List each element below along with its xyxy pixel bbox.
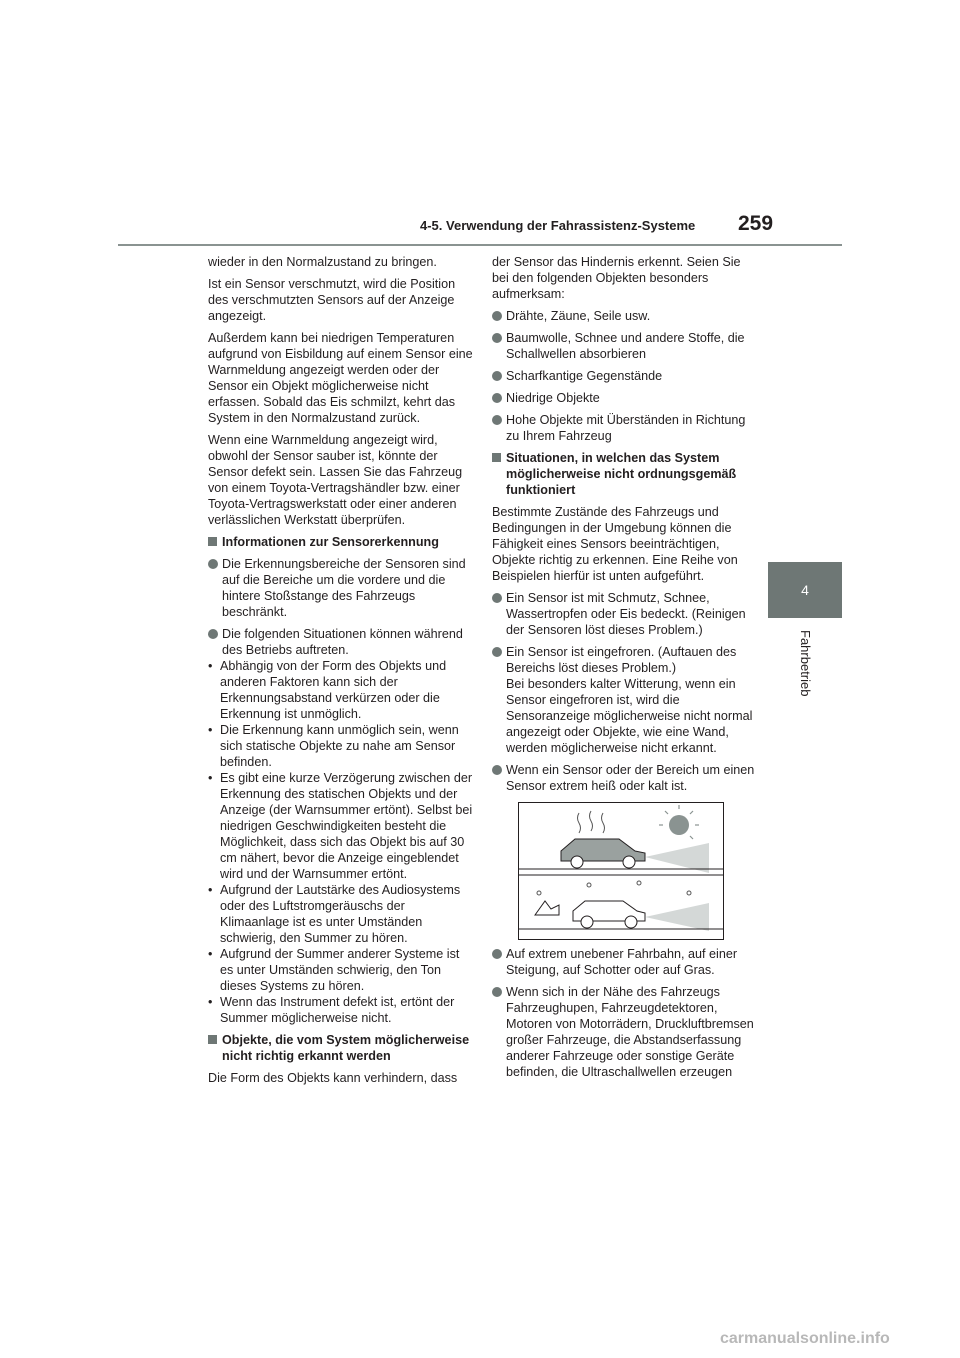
list-item-text: Scharfkantige Gegenstände <box>506 369 663 383</box>
sub-bullet-marker: • <box>208 947 213 961</box>
sub-list-text: Aufgrund der Lautstärke des Audiosystems oder des Luftstromgeräuschs der Klimaanlage ist es unter Umständen schwierig, den Summer zu hören. <box>220 883 461 945</box>
list-item-text: Baumwolle, Schnee und andere Stoffe, die Schallwellen absorbieren <box>506 331 745 361</box>
list-item-text-part: Ein Sensor ist eingefroren. (Auftauen des Bereichs löst dieses Problem.) <box>506 645 737 675</box>
paragraph: Wenn eine Warnmeldung angezeigt wird, obwohl der Sensor sauber ist, könnte der Sensor defekt sein. Lassen Sie das Fahrzeug von einem Toyota-Vertragshändler bzw. einer Toyota-Vertragswerkstatt oder einer anderen verlässlichen Werkstatt überprüfen. <box>208 433 463 527</box>
dot-bullet-icon <box>492 371 502 381</box>
list-item <box>492 946 756 978</box>
list-item <box>492 412 756 444</box>
dot-bullet-icon <box>492 333 502 343</box>
paragraph: wieder in den Normalzustand zu bringen. <box>208 255 437 269</box>
list-item-text: Die folgenden Situationen können während des Betriebs auftreten. <box>222 627 463 657</box>
sub-bullet-marker: • <box>208 995 213 1009</box>
illustration-extreme-temperature <box>518 802 724 940</box>
chapter-title: Fahrbetrieb <box>798 630 813 697</box>
list-item <box>208 626 476 658</box>
paragraph: Außerdem kann bei niedrigen Temperaturen aufgrund von Eisbildung auf einem Sensor eine Warnmeldung angezeigt werden oder der Sensor ein Objekt möglicherweise nicht erfassen. Sobald das Eis schmilzt, kehrt das System in den Normalzustand zurück. <box>208 331 473 425</box>
heading-text: Objekte, die vom System möglicherweise nicht richtig erkannt werden <box>222 1033 470 1063</box>
list-item-text <box>506 644 756 756</box>
list-item-text: Drähte, Zäune, Seile usw. <box>506 309 651 323</box>
sub-list-item <box>208 994 476 1026</box>
section-title: 4-5. Verwendung der Fahrassistenz-Systeme <box>420 218 696 233</box>
wheel <box>623 856 635 868</box>
sub-list-item <box>208 658 476 722</box>
square-bullet-icon <box>208 537 217 546</box>
square-bullet-icon <box>208 1035 217 1044</box>
sensor-wave-bottom <box>645 903 709 931</box>
sun-icon <box>669 815 689 835</box>
sub-list-item <box>208 770 476 882</box>
paragraph: der Sensor das Hindernis erkennt. Seien Sie bei den folgenden Objekten besonders aufmerksam: <box>492 255 741 301</box>
dot-bullet-icon <box>492 647 502 657</box>
dot-bullet-icon <box>492 415 502 425</box>
snowflakes <box>537 881 691 895</box>
list-item-text: Wenn sich in der Nähe des Fahrzeugs Fahrzeughupen, Fahrzeugdetektoren, Motoren von Motorrädern, Druckluftbremsen großer Fahrzeuge, die Abstandserfassung anderer Fahrzeuge oder sonstige Geräte befinden, die Ultraschallwellen erzeugen <box>506 985 754 1079</box>
square-bullet-icon <box>492 453 501 462</box>
wheel <box>625 916 637 928</box>
sub-bullet-marker: • <box>208 659 213 673</box>
list-item <box>492 762 756 794</box>
heading-text: Situationen, in welchen das System möglicherweise nicht ordnungsgemäß funktioniert <box>506 451 737 497</box>
dot-bullet-icon <box>492 593 502 603</box>
sub-list-text: Die Erkennung kann unmöglich sein, wenn sich statische Objekte zu nahe am Sensor befinden. <box>220 723 459 769</box>
list-item <box>208 556 476 620</box>
list-item-text: Die Erkennungsbereiche der Sensoren sind auf die Bereiche um die vordere und die hintere Stoßstange des Fahrzeugs beschränkt. <box>222 557 466 619</box>
sub-bullet-marker: • <box>208 771 213 785</box>
snow-figure <box>535 901 559 915</box>
list-item-text: Hohe Objekte mit Überständen in Richtung zu Ihrem Fahrzeug <box>506 413 746 443</box>
chapter-tab[interactable]: 4 <box>768 562 842 618</box>
car-heat-cold-illustration <box>519 803 723 939</box>
dot-bullet-icon <box>492 311 502 321</box>
list-item <box>492 368 756 384</box>
sub-bullet-marker: • <box>208 723 213 737</box>
list-item-text-part: Bei besonders kalter Witterung, wenn ein Sensor eingefroren ist, wird die Sensoranzeige möglicherweise nicht normal angezeigt oder Objekte, wie eine Wand, werden möglicherweise nicht erkannt. <box>506 677 753 755</box>
page-number: 259 <box>738 212 774 235</box>
list-item-text: Auf extrem unebener Fahrbahn, auf einer Steigung, auf Schotter oder auf Gras. <box>506 947 738 977</box>
sub-list-text: Aufgrund der Summer anderer Systeme ist es unter Umständen schwierig, den Ton dieses Systems zu hören. <box>220 947 460 993</box>
sub-list-text: Es gibt eine kurze Verzögerung zwischen der Erkennung des statischen Objekts und der Anzeige (der Warnsummer ertönt). Selbst bei niedrigen Geschwindigkeiten besteht die Möglichkeit, dass sich das Objekt bis auf 30 cm nähert, bevor die Anzeige eingeblendet wird und der Warnsummer ertönt. <box>220 771 473 881</box>
list-item <box>492 308 756 324</box>
section-heading <box>492 450 756 498</box>
list-item <box>492 590 756 638</box>
dot-bullet-icon <box>208 559 218 569</box>
heading-text: Informationen zur Sensorerkennung <box>222 535 439 549</box>
paragraph: Bestimmte Zustände des Fahrzeugs und Bedingungen in der Umgebung können die Fähigkeit eines Sensors beeinträchtigen, Objekte richtig zu erkennen. Eine Reihe von Beispielen hierfür ist unten aufgeführt. <box>492 505 738 583</box>
list-item-text: Ein Sensor ist mit Schmutz, Schnee, Wassertropfen oder Eis bedeckt. (Reinigen der Sensoren löst dieses Problem.) <box>506 591 746 637</box>
wheel <box>581 916 593 928</box>
sub-list-text: Wenn das Instrument defekt ist, ertönt der Summer möglicherweise nicht. <box>220 995 455 1025</box>
sub-list-text: Abhängig von der Form des Objekts und anderen Faktoren kann sich der Erkennungsabstand verkürzen oder die Erkennung ist unmöglich. <box>220 659 447 721</box>
sub-list-item <box>208 946 476 994</box>
list-item <box>492 644 756 756</box>
sub-list-item <box>208 722 476 770</box>
paragraph: Die Form des Objekts kann verhindern, dass <box>208 1071 458 1085</box>
list-item-text: Niedrige Objekte <box>506 391 600 405</box>
wheel <box>571 856 583 868</box>
header-divider <box>118 244 842 246</box>
sub-bullet-marker: • <box>208 883 213 897</box>
section-heading <box>208 534 476 550</box>
sub-list-item <box>208 882 476 946</box>
right-column <box>492 254 756 1086</box>
list-item <box>492 390 756 406</box>
list-item <box>492 984 756 1080</box>
list-item <box>492 330 756 362</box>
section-heading <box>208 1032 476 1064</box>
left-column <box>208 254 476 1092</box>
list-item-text: Wenn ein Sensor oder der Bereich um einen Sensor extrem heiß oder kalt ist. <box>506 763 755 793</box>
dot-bullet-icon <box>492 949 502 959</box>
dot-bullet-icon <box>492 765 502 775</box>
paragraph: Ist ein Sensor verschmutzt, wird die Position des verschmutzten Sensors auf der Anzeige angezeigt. <box>208 277 456 323</box>
watermark[interactable]: carmanualsonline.info <box>720 1330 890 1347</box>
dot-bullet-icon <box>492 393 502 403</box>
dot-bullet-icon <box>208 629 218 639</box>
dot-bullet-icon <box>492 987 502 997</box>
heat-waves <box>578 811 605 833</box>
